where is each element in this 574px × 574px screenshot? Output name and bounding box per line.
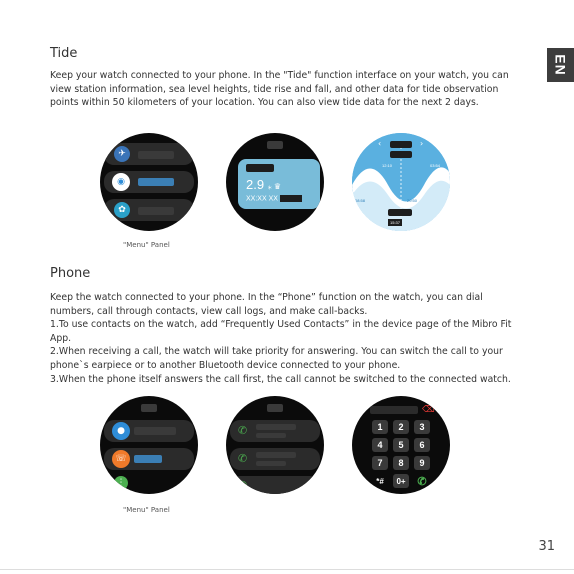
phone-icon: ✆ [238,424,248,437]
tide-wave-watch [352,133,450,231]
tide-time [246,195,302,202]
header-bar [390,141,412,148]
keypad-key-8[interactable]: 8 [393,456,409,470]
tide-menu-watch [100,133,198,231]
rocket-icon: ✈ [114,146,130,162]
tide-label: 12:10 [382,163,393,168]
phone-line: 2.When receiving a call, the watch will take priority for answering. You can switch the call to your [50,346,503,358]
tide-line: Keep your watch connected to your phone. In the "Tide" function interface on your watch, you can [50,70,509,81]
menu-row-label [134,455,162,463]
tide-value-watch [226,133,324,231]
delete-icon[interactable]: ⌫ [422,405,435,415]
page-number: 31 [538,539,555,554]
tide-line: points within 50 kilometers of your location. You can also view tide data for the next 2 days. [50,97,479,109]
keypad-key-9[interactable]: 9 [414,456,430,470]
call-log-icon: ☏ [112,450,130,468]
phone-calllog-watch [226,396,324,494]
bottom-divider [0,569,574,570]
chevron-right-icon[interactable]: › [420,139,424,148]
menu-row-label [138,178,174,186]
keypad-key-7[interactable]: 7 [372,456,388,470]
phone-menu-watch [100,396,198,494]
keypad-key-4[interactable]: 4 [372,438,388,452]
tide-caption: "Menu" Panel [123,241,170,249]
keypad-key-5[interactable]: 5 [393,438,409,452]
header-bar [141,404,157,412]
gear-icon: ✿ [114,202,130,218]
keypad-key-2[interactable]: 2 [393,420,409,434]
tide-height-value [246,177,281,192]
date-bar [390,151,412,158]
menu-row-label [138,207,174,215]
tide-time-bar [280,195,302,202]
menu-row-label [134,427,176,435]
tide-label: 03:54 [430,163,441,168]
menu-row-label [138,151,174,159]
phone-line: App. [50,332,72,344]
call-button[interactable]: ✆ [417,475,427,488]
call-log-time [256,461,286,466]
keypad-key-3[interactable]: 3 [414,420,430,434]
tide-line: view station information, sea level heights, tide rise and fall, and other data for tide observation [50,83,499,95]
language-tab [547,48,574,82]
phone-icon: ✆ [238,452,248,465]
keypad-key-0[interactable]: 0+ [393,474,409,488]
keypad-key-1[interactable]: 1 [372,420,388,434]
call-log-time [256,433,286,438]
phone-line: numbers, call through contacts, view call logs, and make call-backs. [50,305,368,317]
call-log-name [256,452,296,458]
tide-label: 08:58 [355,198,366,203]
tide-label: 20:50 [407,198,418,203]
phone-icon: ✆ [238,479,248,492]
phone-line: 1.To use contacts on the watch, add “Frequently Used Contacts” in the device page of the Mibro Fit [50,319,512,331]
phone-heading: Phone [50,266,91,281]
number-display [370,406,418,414]
phone-keypad-watch [352,396,450,494]
chevron-left-icon[interactable]: ‹ [378,139,382,148]
phone-line: 3.When the phone itself answers the call first, the call cannot be switched to the connected watch. [50,373,511,385]
call-log-name [256,424,296,430]
tide-icon: ◉ [112,173,130,191]
tide-paragraph [50,69,520,110]
header-bar [267,404,283,412]
phone-paragraph [50,291,520,386]
footer-bar [388,209,412,216]
tide-label: 15:37 [390,220,401,225]
dialpad-icon: ⋮ [114,476,128,490]
phone-line: Keep the watch connected to your phone. In the “Phone” function on the watch, you can dial [50,292,483,303]
language-label: EN [552,54,569,76]
tide-height-number: 2.9 [246,177,265,192]
tide-time-text: XX:XX XX [246,195,278,203]
keypad-key-star[interactable]: *# [376,476,384,486]
card-title-bar [246,164,274,172]
tide-card [238,159,320,209]
phone-caption: "Menu" Panel [123,506,170,514]
tide-heading: Tide [50,46,78,61]
phone-line: phone`s earpiece or to another Bluetooth device connected to your phone. [50,359,401,371]
header-bar [267,141,283,149]
tide-unit-icon: ⁎ ♛ [267,182,282,191]
keypad-key-6[interactable]: 6 [414,438,430,452]
contacts-icon: ● [112,422,130,440]
